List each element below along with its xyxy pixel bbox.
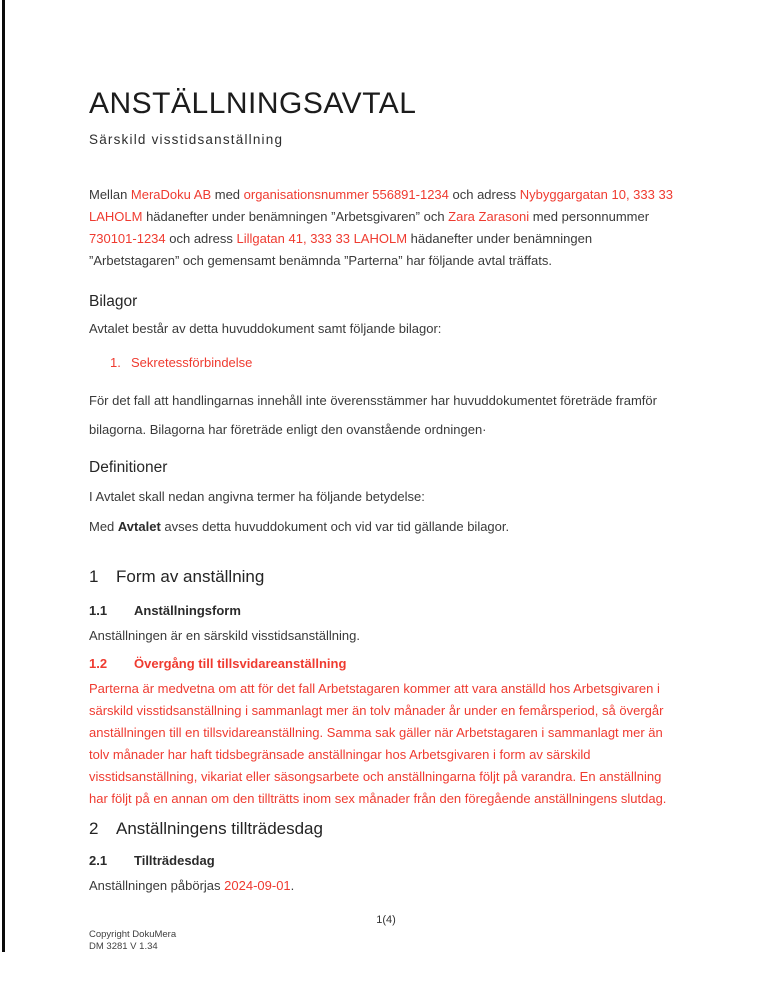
attachment-label: Sekretessförbindelse	[131, 355, 253, 370]
text-segment: organisationsnummer 556891-1234	[243, 187, 449, 202]
subsection-1-2-number: 1.2	[89, 656, 108, 671]
text-segment: 730101-1234	[89, 231, 166, 246]
text-segment: hädanefter under benämningen ”Arbetstagaren” och gemensamt benämnda ”Parterna” har följande avtal träffats.	[89, 231, 593, 268]
footer-copyright: Copyright DokuMera	[89, 929, 177, 940]
text-segment: med	[211, 187, 244, 202]
text-segment: Zara Zarasoni	[448, 209, 530, 224]
subsection-1-1-body	[89, 625, 683, 647]
text-segment: och adress	[165, 231, 237, 246]
text-segment: Anställningen är en särskild visstidsanställning.	[89, 628, 360, 643]
subsection-2-1-title: Tillträdesdag	[134, 853, 215, 868]
subsection-1-2-body	[89, 678, 683, 810]
document-title: ANSTÄLLNINGSAVTAL	[89, 87, 417, 120]
attachment-number: 1.	[110, 355, 121, 370]
section-2-title: Anställningens tillträdesdag	[116, 819, 323, 838]
document-subtitle: Särskild visstidsanställning	[89, 132, 284, 147]
page-edge-line	[2, 0, 5, 952]
page-number: 1(4)	[376, 914, 396, 926]
subsection-2-1-number: 2.1	[89, 853, 108, 868]
text-segment: Lillgatan 41, 333 33 LAHOLM	[236, 231, 408, 246]
text-segment: och adress	[448, 187, 520, 202]
definition-paragraph	[89, 516, 683, 538]
intro-paragraph	[89, 184, 683, 272]
text-segment: .	[290, 878, 295, 893]
text-segment: Avtalet	[117, 519, 161, 534]
text-segment: MeraDoku AB	[130, 187, 212, 202]
document-content	[89, 0, 683, 897]
text-segment: avses detta huvuddokument och vid var tid gällande bilagor.	[160, 519, 510, 534]
footer-doc-id: DM 3281 V 1.34	[89, 941, 158, 952]
section-1-title: Form av anställning	[116, 567, 265, 586]
heading-bilagor: Bilagor	[89, 293, 138, 310]
section-1-heading	[89, 566, 683, 588]
bilagor-lead: Avtalet består av detta huvuddokument samt följande bilagor:	[89, 321, 442, 336]
text-segment: Med	[89, 519, 118, 534]
attachment-item	[110, 352, 683, 374]
section-2-number: 2	[89, 819, 99, 838]
text-segment: hädanefter under benämningen ”Arbetsgivaren” och	[142, 209, 449, 224]
footer	[89, 929, 176, 953]
subsection-2-1-heading	[89, 852, 683, 870]
subsection-1-1-heading	[89, 602, 683, 620]
text-segment: Nybyggargatan 10, 333 33 LAHOLM	[89, 187, 673, 224]
text-segment: Mellan	[89, 187, 131, 202]
subsection-1-2-title: Övergång till tillsvidareanställning	[134, 656, 347, 671]
attachment-list	[89, 352, 683, 374]
text-segment: Parterna är medvetna om att för det fall Arbetstagaren kommer att vara anställd hos Arbetsgivaren i särskild visstidsanställning i sammanlagt mer än tolv månader år under en femårsperiod, så övergår anställningen till en tillsvidareanställning. Samma sak gäller när Arbetstagaren i sammanlagt mer än tolv månader har haft tidsbegränsade anställningar hos Arbetsgivaren i form av särskild visstidsanställning, vikariat eller säsongsarbete och anställningarna följt på varandra. En anställning har följt på en annan om den tillträtts inom sex månader från den föregående anställningens slutdag.	[89, 681, 667, 806]
bilagor-note: För det fall att handlingarnas innehåll inte överensstämmer har huvuddokumentet företräde framför bilagorna. Bilagorna har företräde enligt den ovanstående ordningen·	[89, 393, 657, 437]
subsection-2-1-body	[89, 875, 683, 897]
section-2-heading	[89, 818, 683, 840]
subsection-1-1-title: Anställningsform	[134, 603, 241, 618]
definitioner-lead: I Avtalet skall nedan angivna termer ha följande betydelse:	[89, 489, 425, 504]
subsection-1-1-number: 1.1	[89, 603, 108, 618]
heading-definitioner: Definitioner	[89, 459, 168, 476]
text-segment: Anställningen påbörjas	[89, 878, 225, 893]
section-1-number: 1	[89, 567, 99, 586]
text-segment: med personnummer	[529, 209, 650, 224]
subsection-1-2-heading	[89, 655, 683, 673]
text-segment: 2024-09-01	[224, 878, 291, 893]
